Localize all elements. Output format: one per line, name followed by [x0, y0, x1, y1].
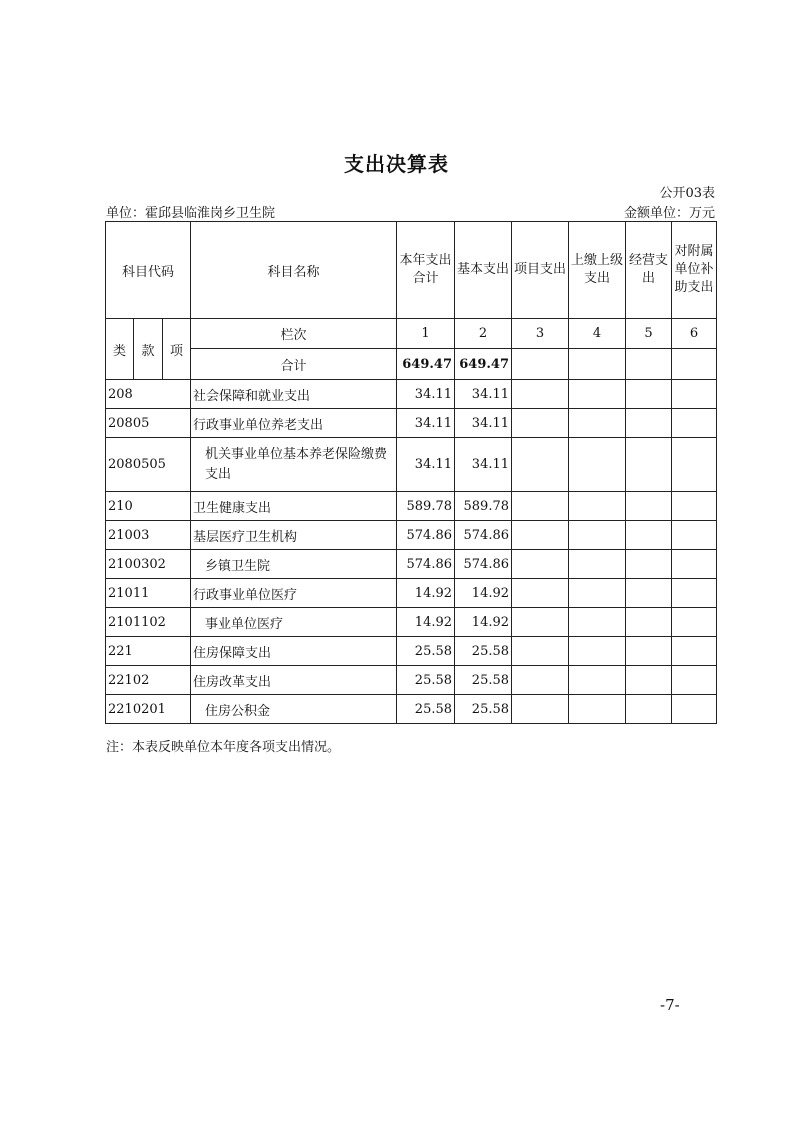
table-row	[106, 608, 717, 637]
table-row	[106, 695, 717, 724]
header-total: 本年支出合计	[397, 222, 455, 319]
table-row	[106, 438, 717, 492]
header-kuan: 款	[134, 319, 163, 380]
row-total: 14.92	[397, 608, 455, 637]
row-code: 2100302	[106, 550, 191, 579]
row-code: 2080505	[106, 438, 191, 492]
table-note: 注：本表反映单位本年度各项支出情况。	[106, 740, 341, 755]
row-total: 14.92	[397, 579, 455, 608]
header-lanci: 栏次	[191, 319, 397, 349]
total-amount: 649.47	[397, 349, 455, 380]
row-code: 21011	[106, 579, 191, 608]
total-label: 合计	[191, 349, 397, 380]
table-row	[106, 550, 717, 579]
row-total: 25.58	[397, 666, 455, 695]
row-code: 210	[106, 492, 191, 521]
row-basic: 589.78	[455, 492, 512, 521]
row-basic: 34.11	[455, 380, 512, 409]
row-code: 221	[106, 637, 191, 666]
row-name: 行政事业单位医疗	[191, 579, 397, 608]
row-basic: 25.58	[455, 637, 512, 666]
header-project: 项目支出	[512, 222, 569, 319]
row-code: 20805	[106, 409, 191, 438]
row-total: 574.86	[397, 550, 455, 579]
row-name: 行政事业单位养老支出	[191, 409, 397, 438]
row-name: 事业单位医疗	[191, 608, 397, 637]
row-name: 基层医疗卫生机构	[191, 521, 397, 550]
document-title: 支出决算表	[344, 152, 449, 176]
total-row	[106, 349, 717, 380]
row-name: 住房改革支出	[191, 666, 397, 695]
row-basic: 34.11	[455, 409, 512, 438]
table-code: 公开03表	[659, 186, 715, 201]
table-row	[106, 637, 717, 666]
row-basic: 25.58	[455, 666, 512, 695]
row-name: 住房保障支出	[191, 637, 397, 666]
col-number: 3	[512, 319, 569, 349]
row-name: 机关事业单位基本养老保险缴费支出	[191, 438, 397, 492]
row-basic: 14.92	[455, 608, 512, 637]
row-basic: 574.86	[455, 521, 512, 550]
row-total: 25.58	[397, 695, 455, 724]
row-total: 34.11	[397, 380, 455, 409]
row-total: 34.11	[397, 438, 455, 492]
table-row	[106, 579, 717, 608]
header-xiang: 项	[163, 319, 191, 380]
row-total: 25.58	[397, 637, 455, 666]
table-row	[106, 521, 717, 550]
row-name: 社会保障和就业支出	[191, 380, 397, 409]
table-row	[106, 409, 717, 438]
table-row	[106, 492, 717, 521]
row-name: 住房公积金	[191, 695, 397, 724]
row-basic: 14.92	[455, 579, 512, 608]
col-number: 5	[626, 319, 672, 349]
row-name: 卫生健康支出	[191, 492, 397, 521]
page-number: -7-	[660, 996, 680, 1014]
header-upper: 上缴上级支出	[569, 222, 626, 319]
col-number: 1	[397, 319, 455, 349]
row-code: 2210201	[106, 695, 191, 724]
row-code: 2101102	[106, 608, 191, 637]
header-code: 科目代码	[106, 222, 191, 319]
col-number: 4	[569, 319, 626, 349]
col-number: 2	[455, 319, 512, 349]
row-code: 21003	[106, 521, 191, 550]
row-name: 乡镇卫生院	[191, 550, 397, 579]
header-lei: 类	[106, 319, 134, 380]
row-basic: 25.58	[455, 695, 512, 724]
expenditure-table	[105, 221, 717, 724]
row-code: 208	[106, 380, 191, 409]
col-number: 6	[672, 319, 717, 349]
row-total: 574.86	[397, 521, 455, 550]
header-basic: 基本支出	[455, 222, 512, 319]
amount-unit-label: 金额单位：万元	[623, 206, 715, 221]
row-basic: 574.86	[455, 550, 512, 579]
table-row	[106, 666, 717, 695]
total-basic: 649.47	[455, 349, 512, 380]
row-code: 22102	[106, 666, 191, 695]
header-subsidiary: 对附属单位补助支出	[672, 222, 717, 319]
header-name: 科目名称	[191, 222, 397, 319]
row-total: 589.78	[397, 492, 455, 521]
table-row	[106, 380, 717, 409]
row-basic: 34.11	[455, 438, 512, 492]
unit-label: 单位：霍邱县临淮岗乡卫生院	[106, 206, 276, 221]
column-number-row	[106, 319, 717, 349]
header-row	[106, 222, 717, 319]
header-business: 经营支出	[626, 222, 672, 319]
row-total: 34.11	[397, 409, 455, 438]
